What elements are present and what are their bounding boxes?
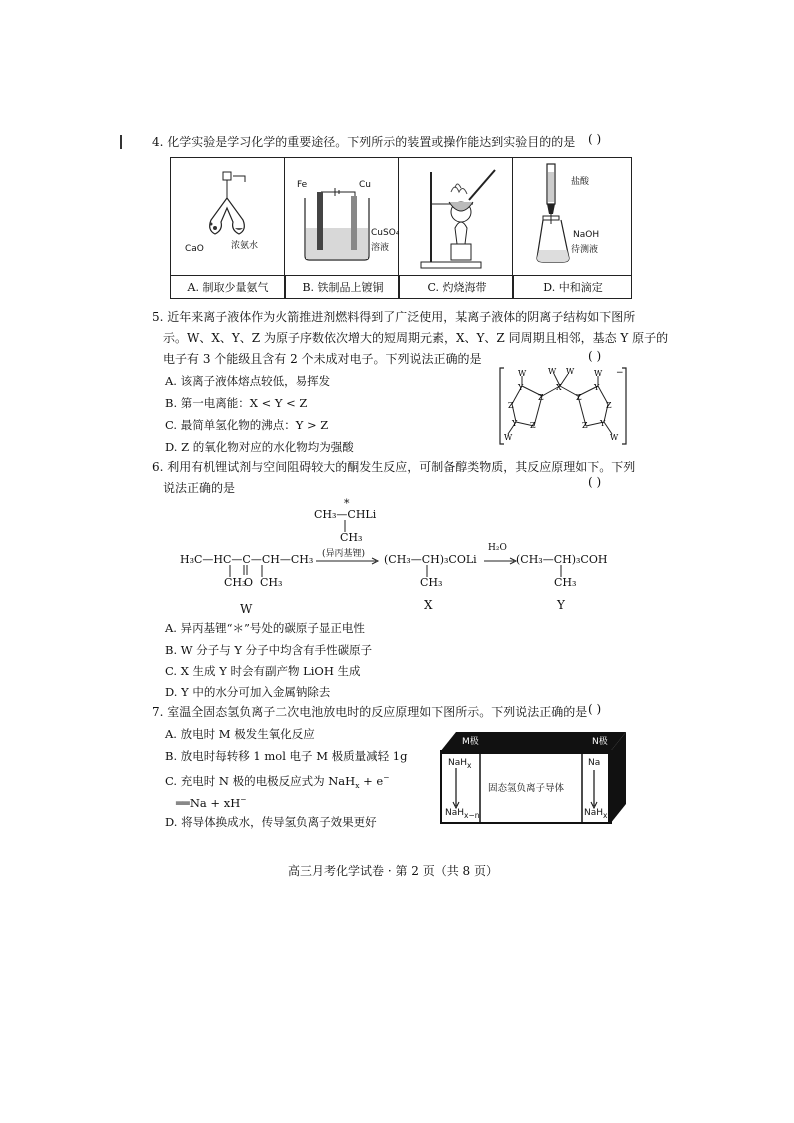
naoh-label: NaOH [573, 230, 600, 240]
q6-option-c: C. X 生成 Y 时会有副产物 LiOH 生成 [165, 664, 361, 678]
conductor-label: 固态氢负离子导体 [488, 783, 565, 794]
q6-answer-paren: ( ) [588, 475, 602, 489]
w-sub-ch3-1: CH₃ [224, 576, 247, 589]
fe-label: Fe [297, 180, 308, 190]
label-w: W [240, 602, 253, 616]
q7-option-c: C. 充电时 N 极的电极反应式为 NaH$_x$ + e− [165, 773, 390, 791]
q7-option-a: A. 放电时 M 极发生氧化反应 [165, 727, 315, 741]
m-bottom-species: NaH$_{x-n}$ [445, 808, 480, 820]
y-formula: (CH₃—CH)₃COH [516, 553, 608, 566]
label-y: Y [557, 598, 565, 612]
q5-line2: 示。W、X、Y、Z 为原子序数依次增大的短周期元素，X、Y、Z 同周期且相邻，基态 Y 原子的 [163, 331, 669, 345]
atom-z4: Z [606, 401, 612, 410]
q4-stem: 4. 化学实验是学习化学的重要途径。下列所示的装置或操作能达到实验目的的是 [152, 135, 576, 149]
q4-answer-paren: ( ) [588, 132, 602, 146]
atom-z5: Z [530, 421, 536, 430]
reagent-star: * [344, 497, 350, 510]
cao-label: CaO [185, 244, 204, 254]
atom-y2: Y [594, 383, 600, 392]
q5-option-a: A. 该离子液体熔点较低，易挥发 [165, 374, 331, 388]
atom-w1: W [518, 369, 527, 378]
w-main-chain: H₃C—HC—C—CH—CH₃ [180, 553, 314, 566]
atom-y1: Y [518, 383, 524, 392]
q5-line3: 电子有 3 个能级且含有 2 个未成对电子。下列说法正确的是 [163, 352, 482, 366]
atom-w4: W [594, 369, 603, 378]
test-solution-label: 待测液 [571, 245, 599, 255]
n-bottom-species: NaH$_x$ [584, 808, 608, 820]
x-sub-ch3: CH₃ [420, 576, 443, 589]
ammonia-apparatus-icon [171, 158, 285, 275]
n-top-species: Na [588, 758, 601, 768]
margin-mark [120, 135, 122, 149]
solution-label: 溶液 [371, 243, 390, 253]
n-electrode-label: N极 [592, 734, 608, 747]
q6-option-d: D. Y 中的水分可加入金属钠除去 [165, 685, 331, 699]
atom-w2: W [548, 367, 557, 376]
m-top-species: NaH$_x$ [448, 758, 472, 770]
electroplating-icon [285, 158, 399, 275]
ammonia-label: 浓氨水 [231, 241, 259, 251]
w-oxygen: O [244, 576, 254, 589]
caption-a: A. 制取少量氨气 [187, 281, 269, 294]
atom-z2: Z [576, 393, 582, 402]
cu-label: Cu [359, 180, 371, 190]
cuso4-label: CuSO₄ [371, 228, 400, 238]
q5-line1: 5. 近年来离子液体作为火箭推进剂燃料得到了广泛使用，某离子液体的阴离子结构如下图所 [152, 310, 636, 324]
q5-option-b: B. 第一电离能：X < Y < Z [165, 396, 308, 410]
caption-c: C. 灼烧海带 [399, 276, 514, 299]
m-electrode-label: M极 [462, 734, 479, 747]
atom-z6: Z [582, 421, 588, 430]
atom-w5: W [504, 433, 513, 442]
arrow2-label: H₂O [488, 543, 507, 553]
atom-y3: Y [512, 419, 518, 428]
q5-option-c: C. 最简单氢化物的沸点：Y > Z [165, 418, 329, 432]
q7-option-d: D. 将导体换成水，传导氢负离子效果更好 [165, 815, 377, 829]
q5-answer-paren: ( ) [588, 349, 602, 363]
q6-option-b: B. W 分子与 Y 分子中均含有手性碳原子 [165, 643, 373, 657]
q6-line2: 说法正确的是 [163, 481, 236, 495]
q4-apparatus-table [170, 157, 632, 299]
q6-option-a: A. 异丙基锂“＊”号处的碳原子显正电性 [165, 621, 365, 635]
atom-w3: W [566, 367, 575, 376]
q6-line1: 6. 利用有机锂试剂与空间阻碍较大的酮发生反应，可制备醇类物质，其反应原理如下。下列 [152, 460, 636, 474]
atom-y4: Y [600, 419, 606, 428]
hcl-label: 盐酸 [571, 177, 590, 187]
caption-d: D. 中和滴定 [513, 276, 632, 299]
q7-option-c-line2: ══Na + xH− [176, 795, 247, 810]
atom-z3: Z [508, 401, 514, 410]
reagent-formula: CH₃—CHLi [314, 508, 377, 521]
q4-caption-row [171, 275, 631, 299]
anion-structure-diagram [498, 366, 632, 446]
atom-z1: Z [538, 393, 544, 402]
battery-diagram [440, 728, 626, 824]
q7-answer-paren: ( ) [588, 702, 602, 716]
arrow1-label: (异丙基锂) [322, 549, 366, 559]
q7-option-b: B. 放电时每转移 1 mol 电子 M 极质量减轻 1g [165, 749, 408, 763]
charge-label: − [616, 368, 624, 378]
reaction-arrow-2 [484, 552, 518, 570]
page-footer: 高三月考化学试卷 · 第 2 页（共 8 页） [288, 864, 498, 878]
reagent-ch3: CH₃ [340, 531, 363, 544]
burning-kelp-apparatus-icon [399, 158, 513, 275]
atom-w6: W [610, 433, 619, 442]
q7-stem: 7. 室温全固态氢负离子二次电池放电时的反应原理如下图所示。下列说法正确的是 [152, 705, 588, 719]
label-x: X [424, 598, 433, 612]
y-sub-ch3: CH₃ [554, 576, 577, 589]
caption-b: B. 铁制品上镀铜 [285, 276, 400, 299]
q5-option-d: D. Z 的氧化物对应的水化物均为强酸 [165, 440, 354, 454]
w-sub-ch3-2: CH₃ [260, 576, 283, 589]
atom-x: X [556, 383, 562, 392]
x-formula: (CH₃—CH)₃COLi [384, 553, 477, 566]
